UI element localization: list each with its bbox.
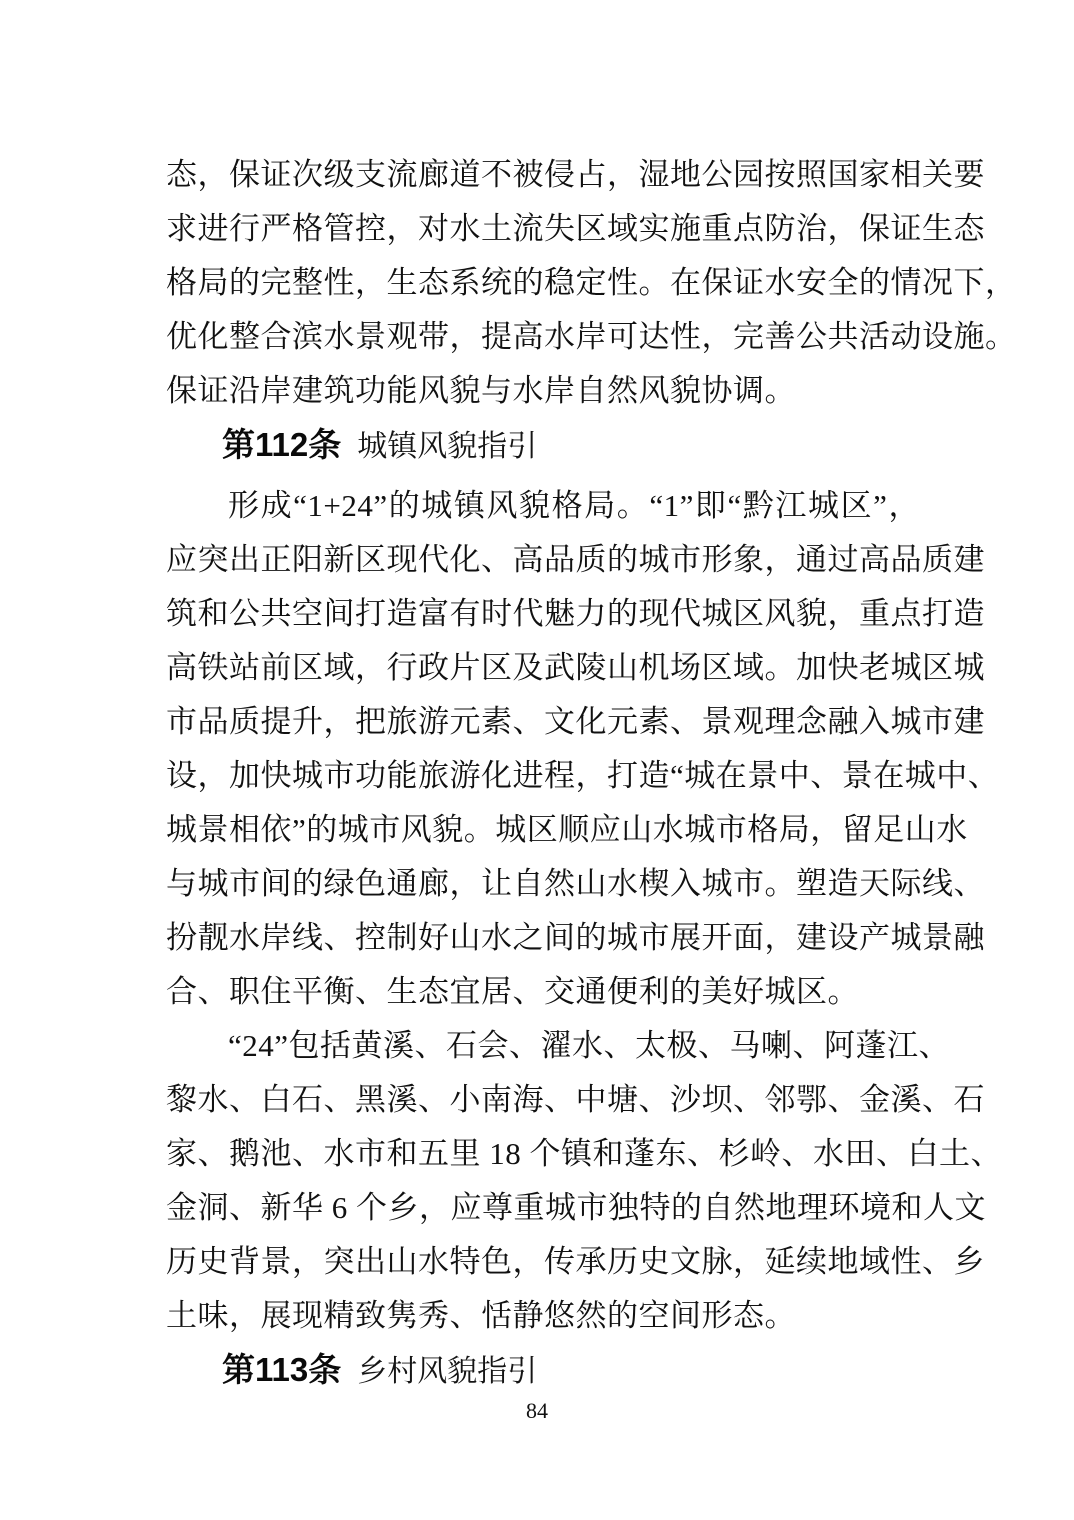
text-line: 历史背景，突出山水特色，传承历史文脉，延续地域性、乡 bbox=[166, 1244, 985, 1279]
text-line: 城景相依”的城市风貌。城区顺应山水城市格局，留足山水 bbox=[166, 812, 968, 847]
article-113-title: 乡村风貌指引 bbox=[357, 1355, 538, 1388]
text-line: 求进行严格管控，对水土流失区域实施重点防治，保证生态 bbox=[166, 211, 985, 246]
text-line: 与城市间的绿色通廊，让自然山水楔入城市。塑造天际线、 bbox=[166, 866, 985, 901]
document-content bbox=[166, 148, 1017, 1404]
article-112-heading bbox=[166, 418, 920, 479]
text-line: 设，加快城市功能旅游化进程，打造“城在景中、景在城中、 bbox=[166, 758, 1000, 793]
page-number: 84 bbox=[526, 1398, 548, 1423]
text-line: 格局的完整性，生态系统的稳定性。在保证水安全的情况下， bbox=[166, 265, 1017, 300]
article-112-title: 城镇风貌指引 bbox=[357, 430, 538, 463]
article-112-number: 第112条 bbox=[222, 426, 342, 463]
text-line: 筑和公共空间打造富有时代魅力的现代城区风貌，重点打造 bbox=[166, 596, 985, 631]
text-line: “24”包括黄溪、石会、濯水、太极、马喇、阿蓬江、 bbox=[228, 1028, 951, 1063]
text-line: 金洞、新华 6 个乡，应尊重城市独特的自然地理环境和人文 bbox=[166, 1190, 986, 1225]
text-line: 保证沿岸建筑功能风貌与水岸自然风貌协调。 bbox=[166, 373, 796, 408]
text-line: 土味，展现精致隽秀、恬静悠然的空间形态。 bbox=[166, 1298, 796, 1333]
article-113-heading bbox=[166, 1343, 920, 1404]
paragraph-24-towns-list bbox=[166, 1019, 1002, 1343]
text-line: 合、职住平衡、生态宜居、交通便利的美好城区。 bbox=[166, 974, 859, 1009]
text-line: 形成“1+24”的城镇风貌格局。“1”即“黔江城区”， bbox=[228, 488, 920, 523]
paragraph-town-style-pattern bbox=[166, 479, 1000, 1019]
text-line: 黎水、白石、黑溪、小南海、中塘、沙坝、邻鄂、金溪、石 bbox=[166, 1082, 985, 1117]
text-line: 态，保证次级支流廊道不被侵占，湿地公园按照国家相关要 bbox=[166, 157, 985, 192]
text-line: 扮靓水岸线、控制好山水之间的城市展开面，建设产城景融 bbox=[166, 920, 985, 955]
text-line: 应突出正阳新区现代化、高品质的城市形象，通过高品质建 bbox=[166, 542, 985, 577]
text-line: 高铁站前区域，行政片区及武陵山机场区域。加快老城区城 bbox=[166, 650, 985, 685]
article-113-number: 第113条 bbox=[222, 1351, 342, 1388]
text-line: 市品质提升，把旅游元素、文化元素、景观理念融入城市建 bbox=[166, 704, 985, 739]
paragraph-water-ecology-continued bbox=[166, 148, 1017, 418]
text-line: 优化整合滨水景观带，提高水岸可达性，完善公共活动设施。 bbox=[166, 319, 1017, 354]
text-line: 家、鹅池、水市和五里 18 个镇和蓬东、杉岭、水田、白土、 bbox=[166, 1136, 1002, 1171]
